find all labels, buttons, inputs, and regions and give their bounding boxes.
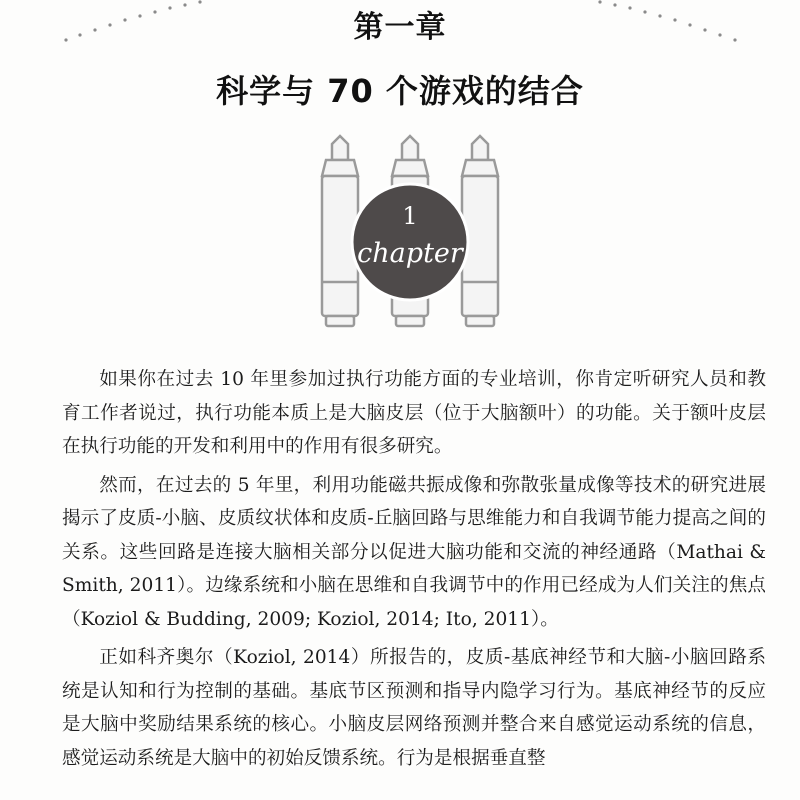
- chapter-badge-number: 1: [402, 202, 418, 230]
- paragraph: 如果你在过去 10 年里参加过执行功能方面的专业培训，你肯定听研究人员和教育工作者说过，执行功能本质上是大脑皮层（位于大脑额叶）的功能。关于额叶皮层在执行功能的开发和利用中的作用有很多研究。: [62, 369, 766, 457]
- body-text: [62, 363, 766, 780]
- paragraph: 然而，在过去的 5 年里，利用功能磁共振成像和弥散张量成像等技术的研究进展揭示了皮质-小脑、皮质纹状体和皮质-丘脑回路与思维能力和自我调节能力提高之间的关系。这些回路是连接大脑相关部分以促进大脑功能和交流的神经通路（Mathai & Smith, 2011）。边缘系统和小脑在思维和自我调节中的作用已经成为人们关注的焦点（Koziol & Budding, 2009; Koziol, 2014; Ito, 2011）。: [62, 474, 766, 630]
- chapter-badge: [352, 184, 468, 300]
- chapter-badge-word: chapter: [357, 238, 463, 269]
- chapter-label: 第一章: [353, 10, 447, 45]
- chapter-title: 科学与 70 个游戏的结合: [216, 72, 584, 110]
- crayons-chapter-illustration: [300, 132, 520, 332]
- paragraph: 正如科齐奥尔（Koziol, 2014）所报告的，皮质-基底神经节和大脑-小脑回路系统是认知和行为控制的基础。基底节区预测和指导内隐学习行为。基底神经节的反应是大脑中奖励结果系统的核心。小脑皮层网络预测并整合来自感觉运动系统的信息，感觉运动系统是大脑中的初始反馈系统。行为是根据垂直整: [62, 647, 766, 769]
